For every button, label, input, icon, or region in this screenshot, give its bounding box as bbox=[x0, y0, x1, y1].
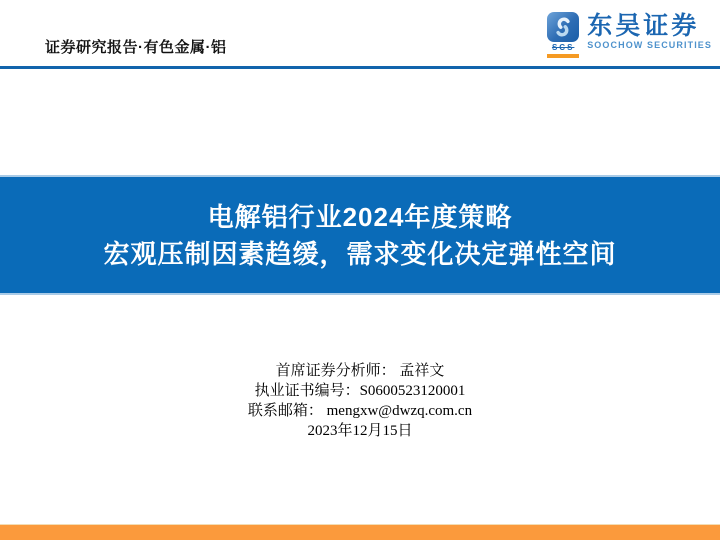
logo-orange-bar bbox=[547, 54, 579, 58]
header-divider-rule bbox=[0, 66, 720, 69]
soochow-logo-icon bbox=[547, 12, 579, 42]
logo-name-column bbox=[587, 12, 712, 51]
analyst-info-block bbox=[0, 361, 720, 441]
report-title-line1: 电解铝行业2024年度策略 bbox=[207, 201, 513, 232]
analyst-license-line: 执业证书编号：S0600523120001 bbox=[254, 383, 466, 399]
report-title-line2: 宏观压制因素趋缓，需求变化决定弹性空间 bbox=[103, 238, 617, 269]
logo-name-chinese: 东吴证券 bbox=[587, 12, 700, 40]
logo-mark-column bbox=[546, 12, 580, 58]
logo-name-english: SOOCHOW SECURITIES bbox=[587, 40, 712, 50]
bottom-accent-bar bbox=[0, 524, 720, 540]
report-category-label: 证券研究报告·有色金属·铝 bbox=[45, 39, 227, 56]
report-date: 2023年12月15日 bbox=[307, 423, 413, 439]
title-banner bbox=[0, 175, 720, 295]
analyst-email-line: 联系邮箱： mengxw@dwzq.com.cn bbox=[247, 403, 473, 419]
company-logo bbox=[546, 12, 712, 58]
logo-mark-letters: SCS bbox=[551, 43, 575, 52]
s-swirl-icon bbox=[550, 15, 576, 39]
analyst-name-line: 首席证券分析师： 孟祥文 bbox=[275, 363, 445, 379]
